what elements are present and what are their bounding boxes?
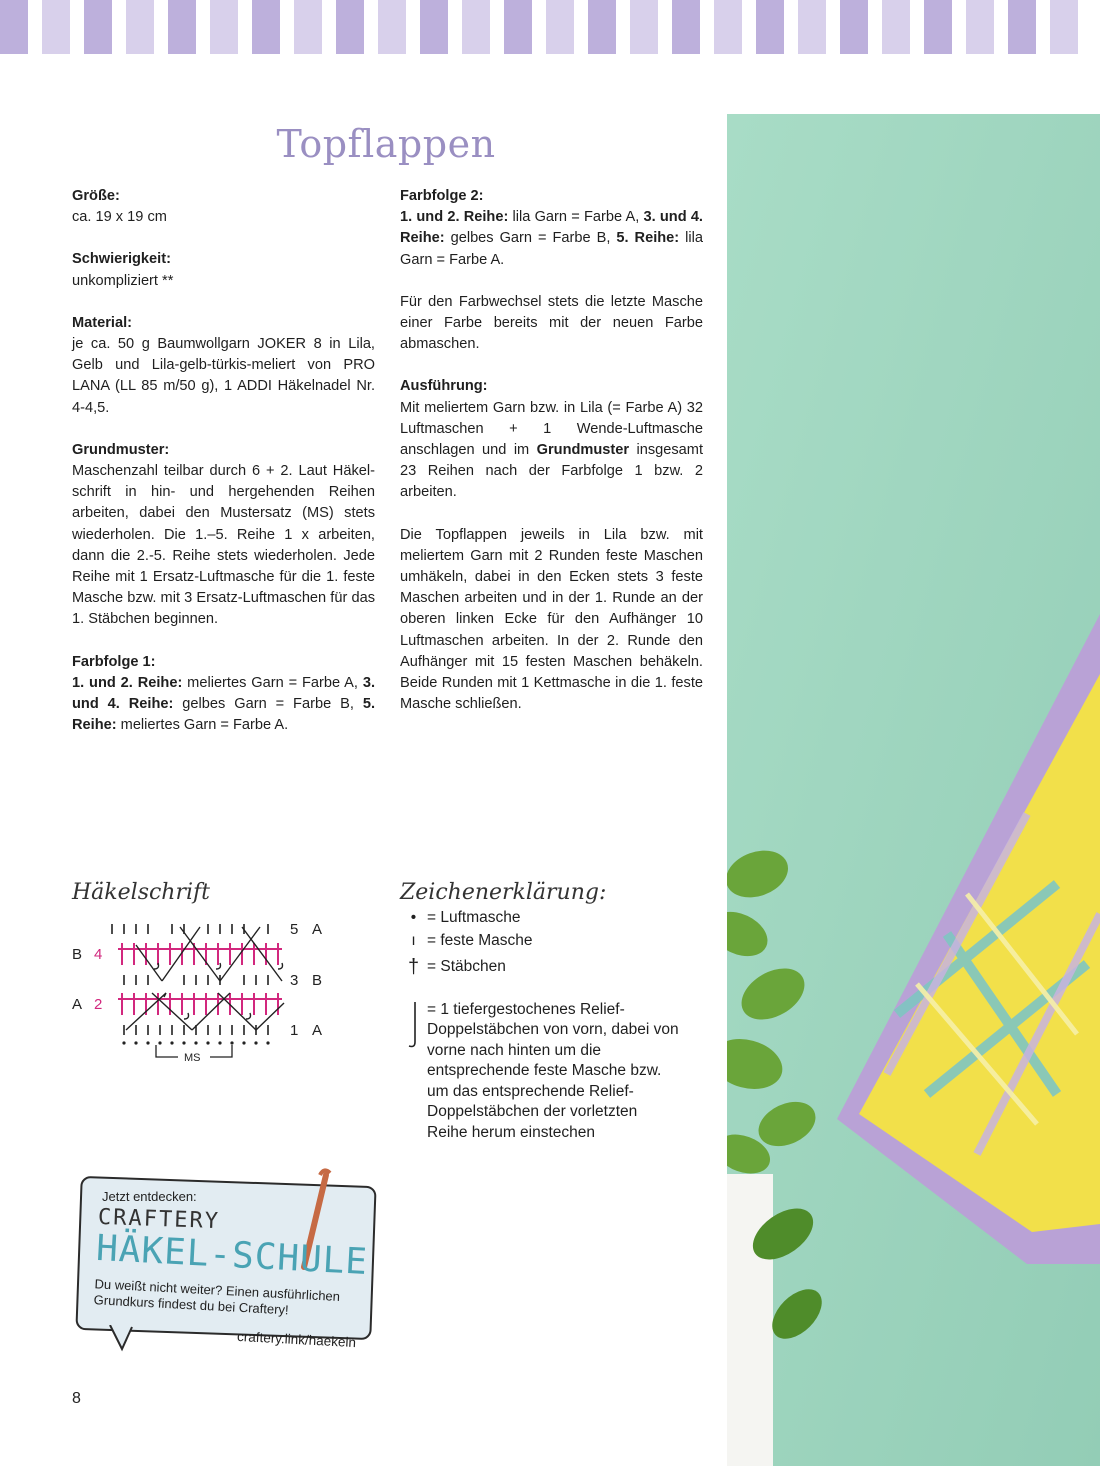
potholder-photo xyxy=(727,114,1100,1466)
chart-row-3 xyxy=(124,975,268,985)
row-label: 1. und 2. Reihe: xyxy=(72,674,183,691)
potholder-photo-illustration xyxy=(727,114,1100,1466)
stripe-block xyxy=(210,0,238,54)
chart-row-3-color: B xyxy=(312,972,323,989)
stripe-block xyxy=(714,0,742,54)
execution-text-b: insgesamt 23 Reihen nach der Farbfolge 1 bzw. 2 arbeiten. xyxy=(400,442,704,501)
stripe-block xyxy=(630,0,658,54)
color-change-text: Für den Farbwechsel stets die letzte Masche einer Farbe bereits mit der neuen Farbe abmaschen. xyxy=(400,293,703,353)
legend-sc-text: = feste Masche xyxy=(427,931,533,949)
page-number: 8 xyxy=(72,1390,81,1407)
chart-row-5-color: A xyxy=(312,921,323,938)
size-label: Größe: xyxy=(72,188,120,204)
material-label: Material: xyxy=(72,314,133,331)
pattern-value: Maschenzahl teilbar durch 6 + 2. Laut Häkelschrift in hin- und hergehenden Reihen arbeiten, dabei den Mustersatz (MS) stets wiederholen. Die 1.–5. Reihe 1 x arbeiten, dann die 2.-5. Reihe stets wiederholen. Jede Reihe mit 1 Ersatz-Luftmasche für die 1. feste Masche bzw. mit 3 Ersatz-Luftmaschen für das 1. Stäbchen beginnen. xyxy=(72,463,375,628)
stripe-block xyxy=(252,0,280,54)
stripe-block xyxy=(378,0,406,54)
execution-text xyxy=(400,398,703,504)
chart-heading: Häkelschrift xyxy=(72,880,211,905)
stripe-block xyxy=(126,0,154,54)
chart-row-1-number: 1 xyxy=(290,1022,299,1039)
stripe-block xyxy=(168,0,196,54)
promo-headline: HÄKEL-SCHULE xyxy=(95,1227,369,1284)
pattern-label: Grundmuster: xyxy=(72,441,170,458)
speech-bubble-tail xyxy=(108,1325,138,1355)
instructions-column-left xyxy=(72,186,375,757)
stripe-block xyxy=(420,0,448,54)
finishing-text: Die Topflappen jeweils in Lila bzw. mit meliertem Garn mit 2 Runden feste Maschen umhäkeln, dabei in den Ecken stets 3 feste Maschen arbeiten und in der 1. Runde an der oberen linken Ecke für den Aufhänger 10 Luftmaschen arbeiten. In der 2. Runde den Aufhänger mit 15 festen Maschen behäkeln. Beide Runden mit 1 Kettmasche in die 1. feste Masche schließen. xyxy=(400,526,703,713)
row-text: lila Garn = Farbe A. xyxy=(400,230,703,268)
row-text: meliertes Garn = Farbe A. xyxy=(116,717,289,734)
stripe-block xyxy=(42,0,70,54)
chain-stitch-icon: • xyxy=(410,909,417,926)
stripe-block xyxy=(756,0,784,54)
stripe-block xyxy=(672,0,700,54)
row-label: 5. Reihe: xyxy=(72,696,375,734)
chart-row-2-color: A xyxy=(72,996,83,1013)
difficulty-label: Schwierigkeit: xyxy=(72,251,171,268)
size-value: ca. 19 x 19 cm xyxy=(72,209,167,226)
stripe-block xyxy=(84,0,112,54)
stripe-block xyxy=(294,0,322,54)
color-sequence-1-text xyxy=(72,673,375,737)
relief-stitch-icon xyxy=(400,1000,427,1057)
stripe-block xyxy=(966,0,994,54)
legend-row-relief xyxy=(400,1000,680,1144)
color-sequence-2-text xyxy=(400,207,703,271)
promo-brand: CRAFTERY xyxy=(97,1204,221,1235)
promo-description: Du weißt nicht weiter? Einen ausführlichen Grundkurs findest du bei Craftery! xyxy=(93,1276,341,1318)
stripe-block xyxy=(588,0,616,54)
material-value: je ca. 50 g Baumwollgarn JOKER 8 in Lila, Gelb und Lila-gelb-türkis-meliert von PRO LANA (LL 85 m/50 g), 1 ADDI Häkelnadel Nr. 4-4,5. xyxy=(72,336,375,416)
double-crochet-icon: † xyxy=(407,956,420,978)
row-label: 3. und 4. Reihe: xyxy=(72,674,375,713)
crochet-chart-graphic xyxy=(70,915,340,1065)
row-text: lila Garn = Farbe A, xyxy=(508,209,644,226)
stripe-block xyxy=(798,0,826,54)
chart-row-5 xyxy=(112,924,268,934)
chart-row-5-number: 5 xyxy=(290,921,299,938)
chart-row-1-color: A xyxy=(312,1022,323,1039)
top-stripe-border xyxy=(0,0,1100,54)
difficulty-value: unkompliziert ** xyxy=(72,272,174,289)
chart-repeat-label: MS xyxy=(184,1052,201,1064)
row-text: meliertes Garn = Farbe A, xyxy=(182,674,363,691)
stripe-block xyxy=(840,0,868,54)
chart-chain-dots xyxy=(122,1041,269,1044)
stripe-block xyxy=(1050,0,1078,54)
legend-relief-text: = 1 tiefergestochenes Relief-Doppelstäbchen von vorn, dabei von vorne nach hinten um die entsprechende feste Masche bzw. um das entsprechende Relief-Doppelstäbchen der vorletzten Reihe herum einstechen xyxy=(427,1000,679,1141)
legend-row-chain xyxy=(400,908,680,929)
stripe-block xyxy=(504,0,532,54)
stripe-block xyxy=(546,0,574,54)
chart-row-2-number: 2 xyxy=(94,996,103,1013)
row-label: 5. Reihe: xyxy=(616,230,680,247)
legend-row-sc xyxy=(400,931,680,952)
row-text: gelbes Garn = Farbe B, xyxy=(173,696,363,713)
legend-heading: Zeichenerklärung: xyxy=(400,880,607,905)
row-label: 1. und 2. Reihe: xyxy=(400,209,509,226)
legend-row-dc xyxy=(400,957,680,978)
stripe-block xyxy=(882,0,910,54)
crochet-chart xyxy=(70,915,340,1065)
promo-intro: Jetzt entdecken: xyxy=(102,1189,197,1204)
instructions-column-right xyxy=(400,186,703,736)
stripe-block xyxy=(336,0,364,54)
stripe-block xyxy=(0,0,28,54)
promo-link[interactable]: craftery.link/haekeln xyxy=(236,1328,357,1351)
chart-row-4-number: 4 xyxy=(94,946,103,963)
execution-bold: Grundmuster xyxy=(536,442,630,459)
stripe-block xyxy=(462,0,490,54)
craftery-promo-box[interactable] xyxy=(72,1175,382,1355)
chart-row-4-color: B xyxy=(72,946,83,963)
chart-row-3-number: 3 xyxy=(290,972,299,989)
page-title: Topflappen xyxy=(276,122,496,166)
row-text: gelbes Garn = Farbe B, xyxy=(444,230,617,247)
execution-text-a: Mit meliertem Garn bzw. in Lila (= Farbe A) 32 Luftmaschen + 1 Wende-Luftmasche anschlagen und im xyxy=(400,399,703,459)
symbol-legend xyxy=(400,908,680,1145)
single-crochet-icon: ı xyxy=(411,931,416,949)
row-label: 3. und 4. Reihe: xyxy=(400,209,703,247)
color-sequence-1-label: Farbfolge 1: xyxy=(72,653,156,670)
legend-chain-text: = Luftmasche xyxy=(427,909,521,926)
color-sequence-2-label: Farbfolge 2: xyxy=(400,188,484,204)
stripe-block xyxy=(924,0,952,54)
chart-row-2 xyxy=(118,993,282,1015)
execution-label: Ausführung: xyxy=(400,378,488,395)
stripe-block xyxy=(1008,0,1036,54)
legend-dc-text: = Stäbchen xyxy=(427,958,506,975)
